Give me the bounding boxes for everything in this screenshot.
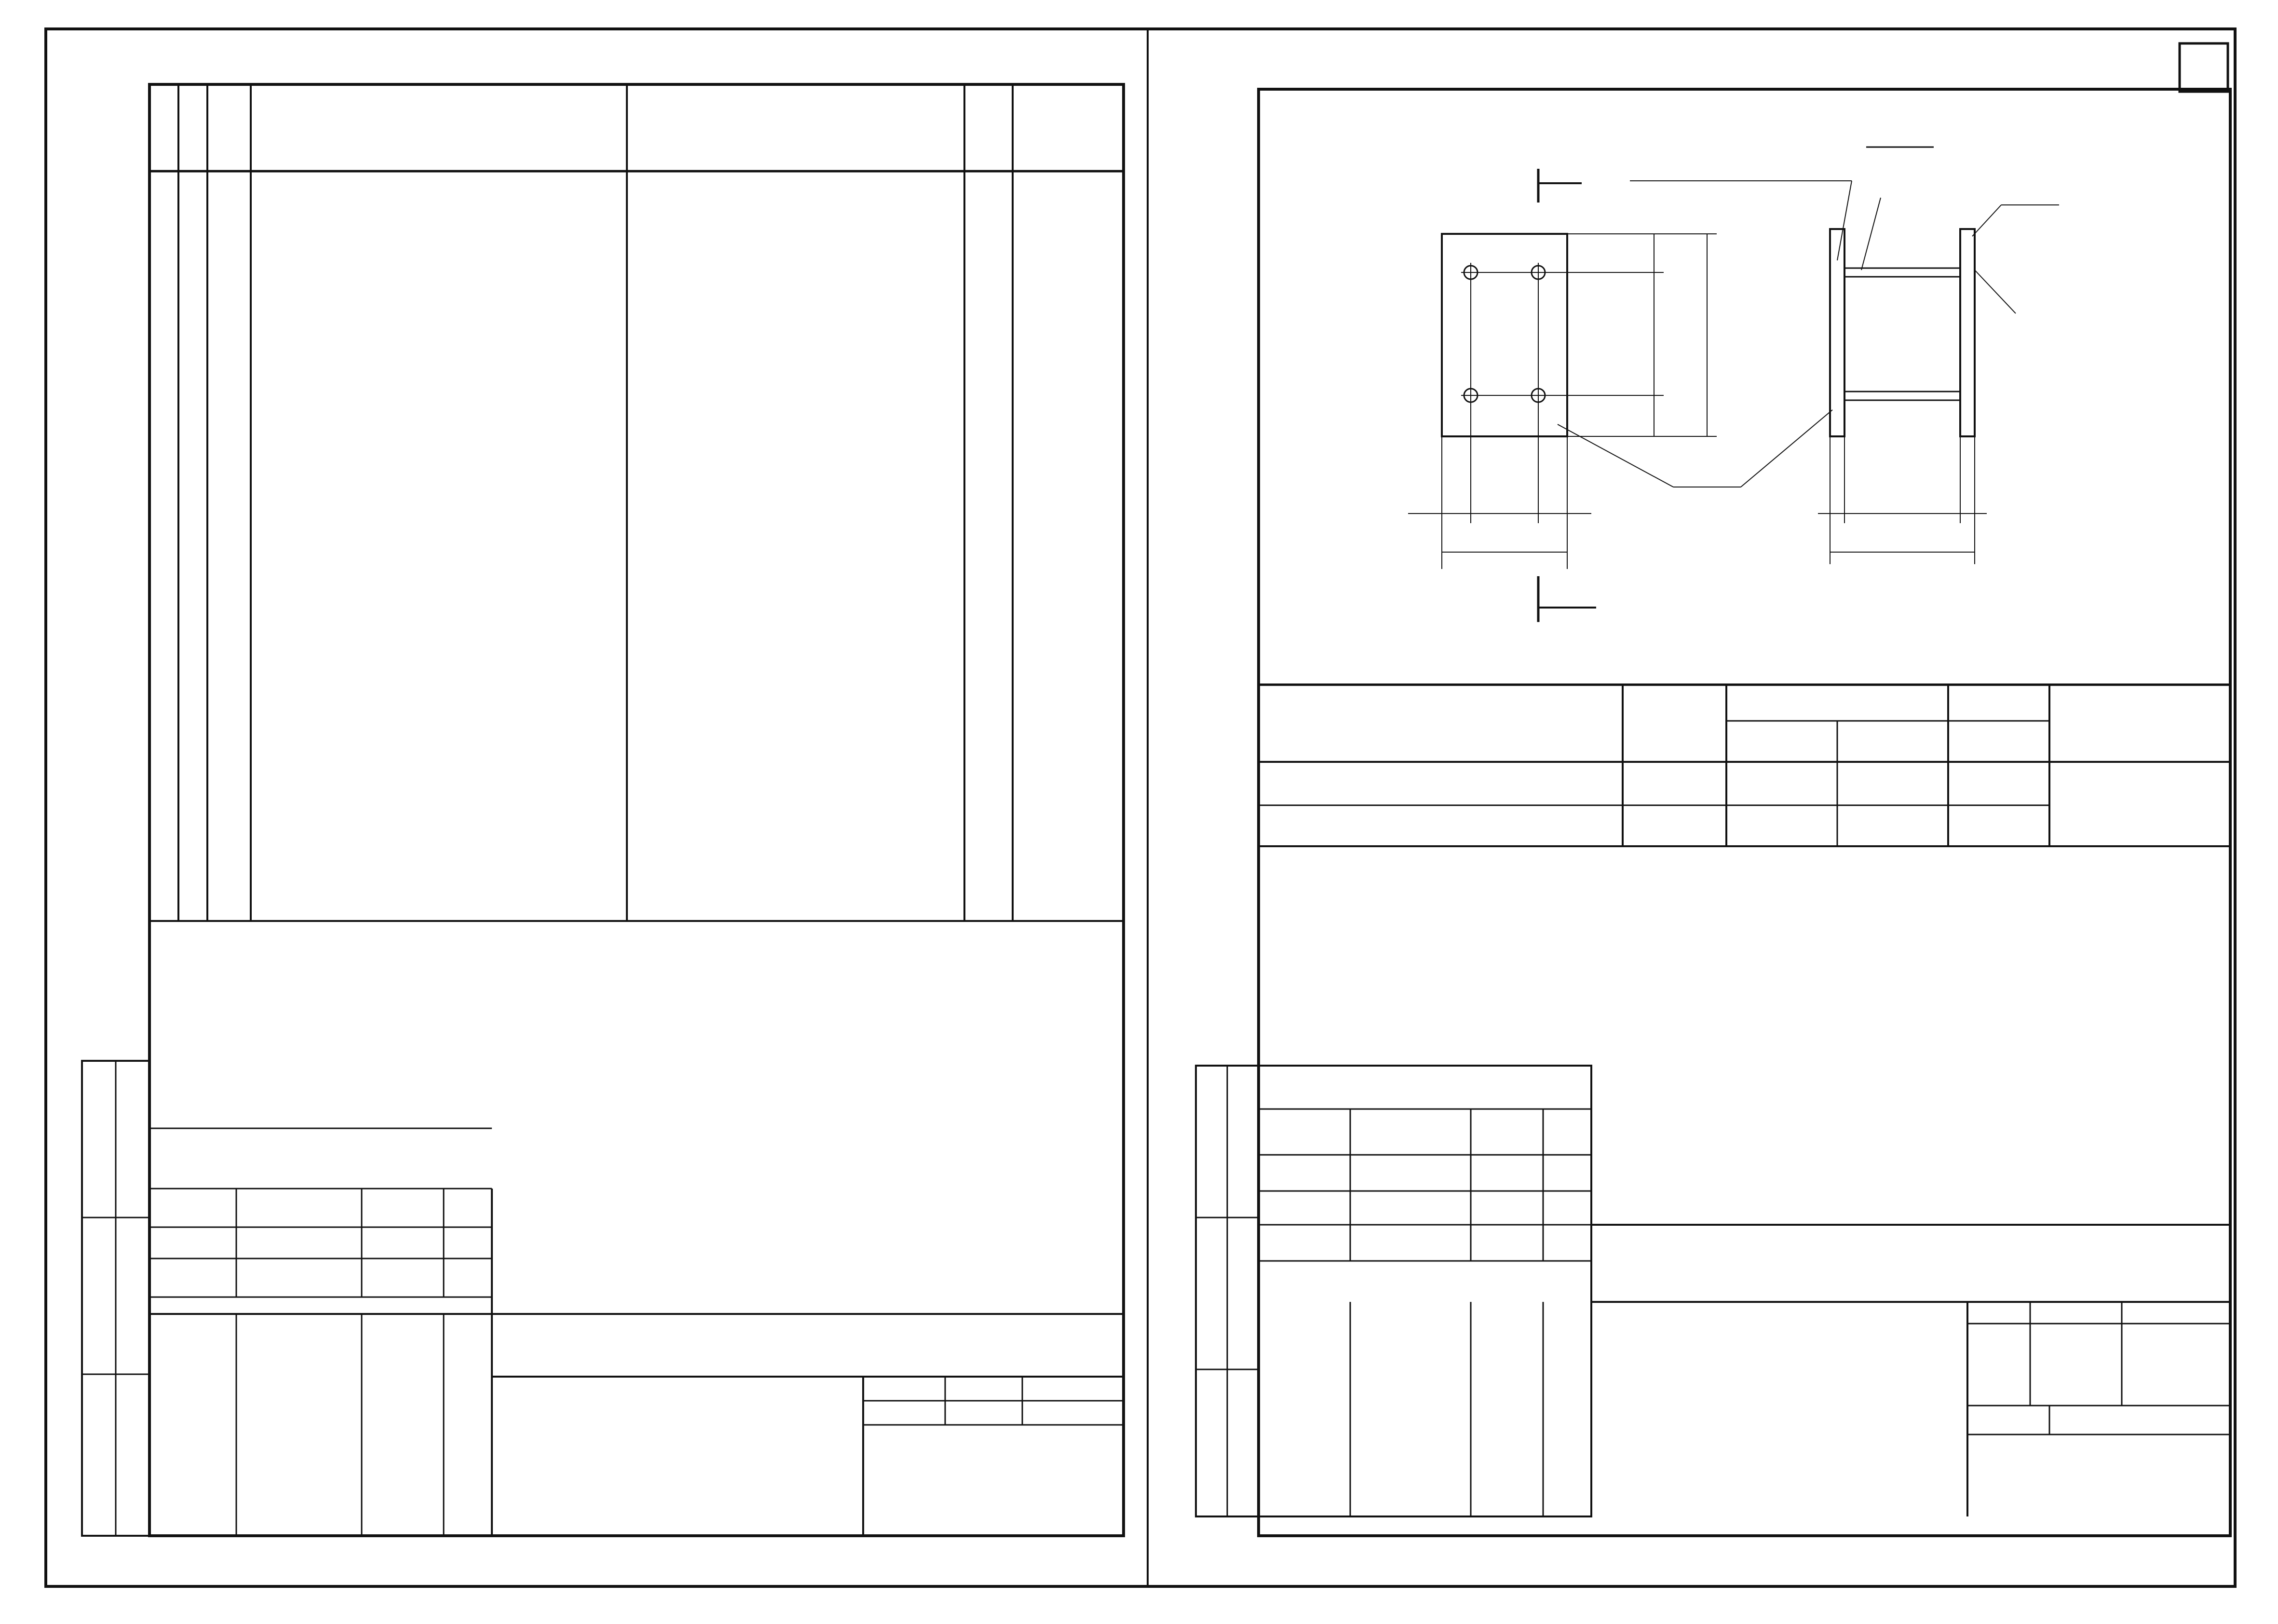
right-sheet bbox=[1196, 89, 2230, 1536]
plate-front-view bbox=[1408, 169, 1717, 622]
right-side-stamp bbox=[1196, 1066, 1259, 1516]
right-frame bbox=[1259, 89, 2230, 1536]
section-view bbox=[1558, 147, 2059, 564]
page-number-box bbox=[2180, 43, 2228, 92]
left-title-block bbox=[149, 1314, 1124, 1536]
left-side-stamp bbox=[82, 1061, 149, 1536]
right-title-block bbox=[1259, 1225, 2230, 1516]
variant-table bbox=[1259, 685, 2230, 846]
outer-frame bbox=[46, 29, 2235, 1586]
spec-table bbox=[149, 84, 1124, 921]
right-privyazan-block bbox=[1259, 1066, 1591, 1516]
left-frame bbox=[149, 84, 1124, 1536]
privyazan-block bbox=[149, 1128, 492, 1536]
left-sheet bbox=[82, 84, 1124, 1536]
